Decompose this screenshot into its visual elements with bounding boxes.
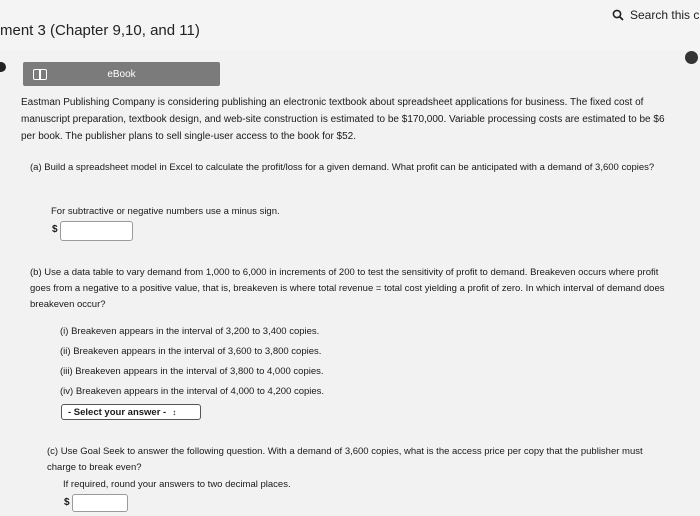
search-label: Search this c <box>630 8 700 22</box>
part-c-question: (c) Use Goal Seek to answer the following question. With a demand of 3,600 copies, what is the access price per copy that the publisher must charge to break even? <box>47 446 643 473</box>
part-a-currency: $ <box>52 224 58 235</box>
search-link[interactable] <box>612 8 699 22</box>
part-a-answer-input[interactable] <box>60 221 133 241</box>
sidebar-toggle[interactable] <box>0 62 6 72</box>
problem-intro: Eastman Publishing Company is considering publishing an electronic textbook about spreadsheet applications for business. The fixed cost of manuscript preparation, textbook design, and web-site construction is estimated to be $170,000. Variable processing costs are estimated to be $6 per book. The publisher plans to sell single-user access to the book for $52. <box>21 97 665 142</box>
info-icon[interactable] <box>685 51 698 64</box>
part-b-question: (b) Use a data table to vary demand from 1,000 to 6,000 in increments of 200 to test the sensitivity of profit to demand. Breakeven occurs where profit goes from a negative to a positive value, that is, breakeven is where total revenue = total cost yielding a profit of zero. In which interval of demand does breakeven occur? <box>30 267 665 310</box>
part-c-answer-input[interactable] <box>72 494 128 512</box>
search-icon <box>612 9 624 21</box>
chevron-updown-icon: ↕ <box>172 407 177 417</box>
ebook-label: eBook <box>107 68 136 80</box>
option-ii: (ii) Breakeven appears in the interval of 3,600 to 3,800 copies. <box>60 346 322 357</box>
part-c-hint: If required, round your answers to two decimal places. <box>63 479 291 490</box>
answer-select[interactable] <box>61 404 201 420</box>
option-iii: (iii) Breakeven appears in the interval of 3,800 to 4,000 copies. <box>60 366 324 377</box>
part-a-question: (a) Build a spreadsheet model in Excel to calculate the profit/loss for a given demand. What profit can be anticipated with a demand of 3,600 copies? <box>30 162 655 173</box>
option-iv: (iv) Breakeven appears in the interval of 4,000 to 4,200 copies. <box>60 386 325 397</box>
assignment-title: ment 3 (Chapter 9,10, and 11) <box>0 22 200 39</box>
select-label: - Select your answer - <box>68 406 167 418</box>
option-i: (i) Breakeven appears in the interval of 3,200 to 3,400 copies. <box>60 326 320 337</box>
top-bar <box>0 0 700 50</box>
part-c-currency: $ <box>64 497 70 508</box>
part-a-hint: For subtractive or negative numbers use a minus sign. <box>51 206 280 217</box>
ebook-button[interactable] <box>23 62 220 86</box>
